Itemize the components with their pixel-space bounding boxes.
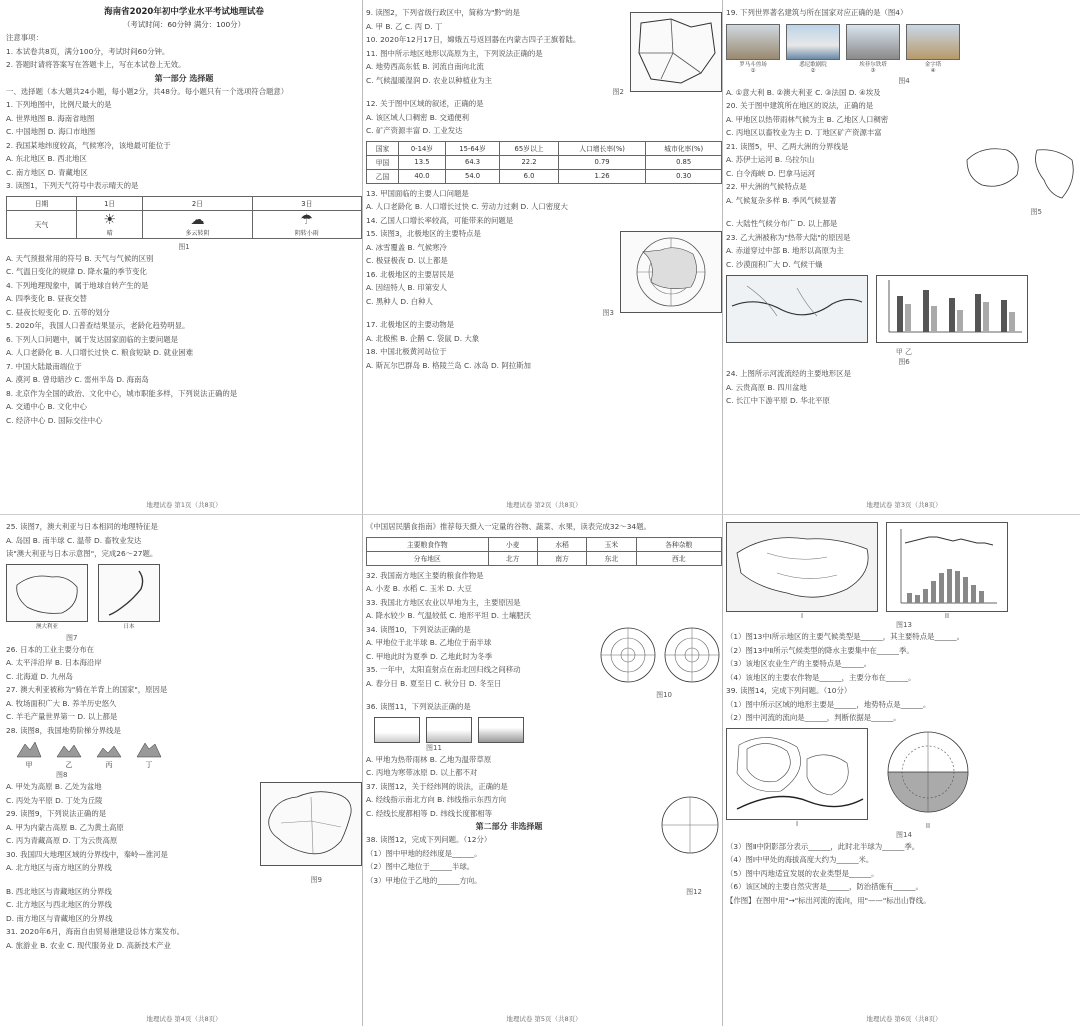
table-cell: 分布地区: [367, 551, 489, 565]
photo-caption: 金字塔: [924, 61, 942, 68]
text-line: C. 经济中心 D. 国际交往中心: [6, 415, 103, 425]
text-line: 12. 关于图中区域的叙述，正确的是: [366, 99, 484, 108]
text-line: C. 中国地图 D. 海口市地图: [6, 127, 96, 136]
text-line: A. 四季变化 B. 昼夜交替: [6, 294, 87, 303]
map-outline: [639, 19, 715, 83]
text-line: 26. 日本的工业主要分布在: [6, 644, 95, 654]
text-line: A. 赤道穿过中部 B. 地形以高原为主: [726, 246, 844, 255]
page-3: [726, 6, 1080, 511]
text-line: A. 牧场面积广大 B. 养羊历史悠久: [6, 698, 117, 708]
text-line: 4. 下列地理现象中，属于地球自转产生的是: [6, 280, 149, 290]
text-line: 3. 读图1，下列天气符号中表示晴天的是: [6, 181, 139, 190]
text-line: 20. 关于图中建筑所在地区的说法，正确的是: [726, 101, 874, 110]
text-line: A. 甲为内蒙古高原 B. 乙为黄土高原: [6, 822, 124, 832]
table-cell: 1.26: [558, 169, 645, 183]
photo-caption: 悉尼歌剧院: [799, 61, 827, 68]
text-line: C. 长江中下游平原 D. 华北平原: [726, 396, 830, 405]
text-line: C. 矿产资源丰富 D. 工业发达: [366, 126, 463, 135]
bar-chart: [876, 275, 1028, 343]
text-line: 22. 甲大洲的气候特点是: [726, 182, 807, 191]
text-line: 21. 读图5，甲、乙两大洲的分界线是: [726, 141, 849, 151]
text-line: A. 天气预报常用的符号 B. 天气与气候的区别: [6, 253, 154, 263]
eiffel-tower-photo: [846, 24, 900, 60]
text-line: 37. 读图12，关于经纬网的说法，正确的是: [366, 781, 508, 791]
figure-caption: 图7: [66, 633, 78, 642]
figure-7: [6, 564, 362, 630]
text-line: A. 小麦 B. 水稻 C. 玉米 D. 大豆: [366, 584, 472, 593]
text-line: A. 人口老龄化 B. 人口增长过快 C. 粮食短缺 D. 就业困难: [6, 348, 194, 357]
text-line: 17. 北极地区的主要动物是: [366, 320, 455, 329]
continents-svg: [962, 140, 1080, 204]
bar: [897, 296, 903, 332]
figure-subcaptions: 甲 乙: [895, 348, 913, 356]
bar: [931, 306, 937, 332]
page-6: [726, 520, 1080, 1025]
figure-caption: 图2: [612, 88, 624, 96]
text-line: 1. 下列地图中，比例尺最大的是: [6, 100, 112, 109]
figure-caption: 图6: [898, 358, 910, 366]
rain-cloud-icon: ☂: [300, 211, 314, 228]
table-header: 主要粮食作物: [367, 537, 489, 551]
bar-chart-svg: [877, 276, 1027, 342]
table-cell: 22.2: [500, 155, 559, 169]
text-line: C. 丙地为寒带冰原 D. 以上都不对: [366, 768, 478, 777]
photo-number: ②: [810, 67, 816, 74]
table-cell: 0.79: [558, 155, 645, 169]
text-line: 34. 读图10，下列说法正确的是: [366, 624, 471, 634]
text-line: C. 大陆性气候分布广 D. 以上都是: [726, 219, 838, 228]
text-line: （2）图13中Ⅱ所示气候类型的降水主要集中在______季。: [726, 645, 914, 655]
contour-map-svg: [727, 729, 867, 819]
page-4: [6, 520, 362, 1025]
table-cell: 甲国: [367, 155, 399, 169]
colosseum-photo: [726, 24, 780, 60]
photo-number: ④: [930, 67, 936, 74]
part1-heading: 第一部分 选择题: [154, 73, 214, 83]
bar: [983, 302, 989, 332]
mountain-icon: [136, 740, 162, 758]
table-header: 15-64岁: [445, 141, 499, 155]
figure-14-contour-map: [726, 728, 868, 830]
table-header: 日期: [7, 196, 77, 210]
weather-table: [6, 196, 362, 239]
landscape-panel-2: [426, 717, 472, 743]
crop-table: [366, 537, 722, 566]
table-header: 65岁以上: [500, 141, 559, 155]
figure-13-climate-chart: [886, 522, 1008, 620]
text-line: 《中国居民膳食指南》推荐每天摄入一定量的谷物、蔬菜、水果，读表完成32～34题。: [366, 522, 651, 531]
text-line: A. 气候复杂多样 B. 季风气候显著: [726, 195, 837, 205]
page-5: [366, 520, 722, 1025]
text-line: C. 黑种人 D. 白种人: [366, 296, 433, 306]
text-line: D. 南方地区与青藏地区的分界线: [6, 913, 113, 923]
text-line: 读"澳大利亚与日本示意图"，完成26～27题。: [6, 549, 158, 558]
text-line: C. 甲地此时为夏季 D. 乙地此时为冬季: [366, 651, 493, 661]
photo-item: [906, 24, 960, 74]
bar: [957, 310, 963, 332]
text-line: C. 丙处为平原 D. 丁处为丘陵: [6, 795, 103, 805]
page-1: [6, 6, 362, 511]
text-line: A. 旅游业 B. 农业 C. 现代服务业 D. 高新技术产业: [6, 940, 171, 950]
text-line: 一、选择题（本大题共24小题，每小题2分，共48分。每小题只有一个选项符合题意）: [6, 86, 289, 96]
page-footer: 地理试卷 第2页（共8页）: [506, 501, 582, 509]
figure-caption: 图12: [686, 888, 702, 896]
text-line: 23. 乙大洲被称为"热带大陆"的原因是: [726, 232, 851, 242]
climate-chart-svg: [887, 523, 1007, 611]
table-header: 城市化率(%): [646, 141, 722, 155]
landscape-panel-3: [478, 717, 524, 743]
globe-svg: [658, 793, 722, 857]
text-line: 18. 中国北极黄河站位于: [366, 347, 447, 356]
figure-caption: 图1: [178, 242, 190, 251]
australia-outline: [17, 576, 77, 613]
text-line: A. 世界地图 B. 海南省地图: [6, 113, 95, 123]
table-cell: 北方: [488, 551, 537, 565]
text-line: 35. 一年中，太阳直射点在南北回归线之间移动: [366, 665, 521, 674]
text-line: （5）图中丙地适宜发展的农业类型是______。: [726, 868, 879, 878]
opera-house-photo: [786, 24, 840, 60]
text-line: 1. 本试卷共8页，满分100分，考试时间60分钟。: [6, 46, 170, 56]
photo-item: [846, 24, 900, 74]
terrain-label: 丁: [145, 761, 153, 769]
text-line: 27. 澳大利亚被称为"骑在羊背上的国家"，原因是: [6, 685, 168, 694]
text-line: C. 白令海峡 D. 巴拿马运河: [726, 168, 816, 178]
figure-9-china-map: [260, 782, 362, 866]
table-cell: 西北: [636, 551, 721, 565]
figure-subcaption: I: [800, 612, 804, 620]
climate-chart-frame: [886, 522, 1008, 612]
population-table: [366, 141, 722, 184]
text-line: 16. 北极地区的主要居民是: [366, 269, 455, 279]
mountain-icon: [56, 740, 82, 758]
bar: [975, 294, 981, 332]
text-line: C. 南方地区 D. 青藏地区: [6, 167, 88, 177]
text-line: （2）图中河流的流向是______，判断依据是______。: [726, 713, 901, 722]
text-line: 注意事项：: [6, 33, 43, 42]
japan-frame: [98, 564, 160, 622]
terrain-item: [56, 740, 82, 770]
weather-cell-text: 阴转小雨: [294, 229, 319, 237]
text-line: 28. 读图8，我国地势阶梯分界线是: [6, 725, 121, 735]
figure-5-continents: [962, 140, 1080, 204]
tributary-line: [747, 286, 817, 316]
region-boundaries: [281, 797, 341, 853]
text-line: 8. 北京作为全国的政治、文化中心，城市职能多样，下列说法正确的是: [6, 388, 238, 398]
table-cell: 0.85: [646, 155, 722, 169]
river-map-svg: [727, 276, 867, 342]
text-line: 9. 读图2，下列省级行政区中，简称为"黔"的是: [366, 8, 520, 17]
bar: [949, 298, 955, 332]
exam-subtitle: （考试时间：60分钟 满分：100分）: [123, 20, 245, 29]
photo-caption: 罗马斗兽场: [739, 61, 767, 68]
text-line: A. 太平洋沿岸 B. 日本海沿岸: [6, 658, 102, 667]
map-label: 澳大利亚: [35, 623, 58, 630]
text-line: C. 北方地区与西北地区的分界线: [6, 900, 112, 909]
text-line: 【作图】在图中用"→"标出河流的流向，用"——"标出山脊线。: [726, 895, 931, 905]
table-header: 玉米: [587, 537, 636, 551]
table-cell: 南方: [537, 551, 586, 565]
continent-b-outline: [1036, 149, 1074, 197]
figure-10-polar-views: [598, 625, 722, 685]
figure-2-map: [630, 12, 722, 92]
terrain-item: [136, 740, 162, 770]
terrain-label: 甲: [25, 761, 33, 769]
table-header: 小麦: [488, 537, 537, 551]
photo-number: ③: [870, 67, 876, 74]
table-row: [367, 169, 722, 183]
landmark-photos: [726, 24, 1080, 74]
figure-caption: 图14: [896, 830, 912, 839]
text-line: A. 云贵高原 B. 四川盆地: [726, 382, 807, 392]
page-2: [366, 6, 722, 511]
text-line: A. 降水较少 B. 气温较低 C. 地形平坦 D. 土壤肥沃: [366, 611, 531, 620]
text-line: （1）图中所示区域的地形主要是______，地势特点是______。: [726, 699, 931, 709]
figure-3-arctic-map: [620, 231, 722, 313]
table-cell: 13.5: [399, 155, 446, 169]
text-line: A. 斯瓦尔巴群岛 B. 格陵兰岛 C. 冰岛 D. 阿拉斯加: [366, 360, 531, 370]
figure-14-polar-view: [878, 728, 978, 830]
map-boundaries: [639, 19, 701, 79]
australia-map: [6, 564, 88, 630]
text-line: 38. 读图12，完成下列问题。（12分）: [366, 835, 492, 844]
figure-6: [726, 275, 1080, 343]
text-line: （6）该区域的主要自然灾害是______，防治措施有______。: [726, 882, 923, 891]
river-line: [732, 299, 862, 314]
figure-subcaption: II: [925, 821, 931, 830]
table-header: 水稻: [537, 537, 586, 551]
polar-diagram-a: [598, 625, 658, 685]
table-cell: 乙国: [367, 169, 399, 183]
table-cell: [252, 210, 361, 238]
text-line: （4）图Ⅰ中甲处的海拔高度大约为______米。: [726, 855, 874, 864]
figure-8-terrain: [16, 740, 362, 770]
figure-11-landscapes: [374, 717, 722, 743]
terrain-item: [16, 740, 42, 770]
table-cell: 东北: [587, 551, 636, 565]
landmass-shape: [643, 248, 697, 289]
text-line: （1）图中甲地的经纬度是______。: [366, 848, 482, 858]
text-line: 25. 读图7，澳大利亚与日本相同的地理特征是: [6, 522, 158, 531]
table-cell: 6.0: [500, 169, 559, 183]
text-line: 13. 甲国面临的主要人口问题是: [366, 188, 469, 198]
text-line: 6. 下列人口问题中，属于发达国家面临的主要问题是: [6, 334, 178, 344]
text-line: C. 羊毛产量世界第一 D. 以上都是: [6, 712, 118, 721]
column-divider: [362, 0, 363, 1026]
figure-13: [726, 522, 1080, 620]
table-header: 各种杂粮: [636, 537, 721, 551]
table-cell: [143, 210, 252, 238]
text-line: A. 该区域人口稠密 B. 交通便利: [366, 112, 470, 122]
figure-caption: 图13: [896, 621, 912, 629]
asia-map-frame: [726, 522, 878, 612]
weather-cell-text: 多云转阴: [185, 229, 210, 237]
table-header: 1日: [77, 196, 143, 210]
japan-svg: [99, 565, 159, 621]
figure-subcaption: II: [944, 612, 950, 620]
figure-caption: 图4: [898, 76, 910, 85]
photo-caption: 埃菲尔铁塔: [859, 61, 887, 68]
figure-caption: 图10: [656, 691, 672, 699]
text-line: A. 冰雪覆盖 B. 气候寒冷: [366, 242, 447, 252]
text-line: （1）图13中Ⅰ所示地区的主要气候类型是______，其主要特点是______。: [726, 632, 965, 641]
exam-title: 海南省2020年初中学业水平考试地理试卷: [104, 7, 264, 17]
cloud-icon: ☁: [190, 211, 205, 228]
arctic-map-svg: [621, 232, 721, 312]
text-line: （3）甲地位于乙地的______方向。: [366, 875, 482, 885]
text-line: 15. 读图3，北极地区的主要特点是: [366, 229, 481, 238]
japan-map: [98, 564, 160, 630]
polar-view-svg: [878, 728, 978, 818]
text-line: 19. 下列世界著名建筑与所在国家对应正确的是（图4）: [726, 8, 908, 17]
text-line: C. 昼夜长短变化 D. 五带的划分: [6, 307, 110, 317]
text-line: 2. 答题时请将答案写在答题卡上，写在本试卷上无效。: [6, 60, 186, 69]
japan-outline: [109, 571, 143, 615]
page-footer: 地理试卷 第6页（共8页）: [866, 1015, 942, 1023]
part2-heading: 第二部分 非选择题: [475, 822, 543, 831]
figure-caption: 图8: [56, 771, 68, 779]
table-cell: 54.0: [445, 169, 499, 183]
table-row-label: 天气: [7, 210, 77, 238]
text-line: （2）图中乙地位于______半球。: [366, 862, 475, 871]
table-row: [367, 551, 722, 565]
figure-caption: 图9: [310, 875, 322, 884]
text-line: C. 极昼极夜 D. 以上都是: [366, 256, 448, 265]
page-footer: 地理试卷 第1页（共8页）: [146, 501, 222, 509]
polar-diagram-b: [662, 625, 722, 685]
text-line: A. 春分日 B. 夏至日 C. 秋分日 D. 冬至日: [366, 678, 502, 688]
text-line: A. 甲地位于北半球 B. 乙地位于南半球: [366, 638, 492, 647]
text-line: A. 经线指示南北方向 B. 纬线指示东西方向: [366, 795, 506, 804]
terrain-label: 丙: [105, 761, 113, 769]
text-line: （3）图Ⅱ中阴影部分表示______，此时北半球为______季。: [726, 841, 920, 851]
figure-caption: 图3: [602, 309, 614, 317]
column-divider: [722, 0, 723, 1026]
mountain-icon: [96, 740, 122, 758]
page-footer: 地理试卷 第5页（共8页）: [506, 1015, 582, 1023]
terrain-label: 乙: [65, 761, 73, 769]
text-line: C. 气候温暖湿润 D. 农业以种植业为主: [366, 75, 493, 85]
china-map-svg: [261, 783, 361, 865]
bar: [923, 290, 929, 332]
text-line: 36. 读图11，下列说法正确的是: [366, 702, 471, 711]
sun-icon: ☀: [103, 211, 116, 228]
text-line: A. 甲处为高原 B. 乙处为盆地: [6, 782, 102, 791]
text-line: （3）该地区农业生产的主要特点是______。: [726, 659, 872, 668]
text-line: 32. 我国南方地区主要的粮食作物是: [366, 570, 484, 580]
photo-item: [726, 24, 780, 74]
text-line: 14. 乙国人口增长率较高，可能带来的问题是: [366, 215, 514, 225]
text-line: （4）该地区的主要农作物是______，主要分布在______。: [726, 672, 916, 682]
row-divider: [0, 514, 1080, 515]
weather-cell-text: 晴: [106, 229, 113, 237]
text-line: 10. 2020年12月17日，嫦娥五号返回器在内蒙古四子王旗着陆。: [366, 35, 581, 44]
text-line: 11. 图中所示地区地形以高原为主，下列说法正确的是: [366, 48, 543, 58]
table-cell: 40.0: [399, 169, 446, 183]
page-footer: 地理试卷 第4页（共8页）: [146, 1015, 222, 1023]
table-header: 3日: [252, 196, 361, 210]
bar: [1009, 312, 1015, 332]
text-line: A. 交通中心 B. 文化中心: [6, 402, 87, 411]
text-line: A. 甲地为热带雨林 B. 乙地为温带草原: [366, 754, 492, 764]
text-line: C. 丙为青藏高原 D. 丁为云贵高原: [6, 836, 118, 845]
text-line: 29. 读图9，下列说法正确的是: [6, 809, 107, 818]
table-header: 2日: [143, 196, 252, 210]
river-map: [726, 275, 868, 343]
text-line: C. 沙漠面积广大 D. 气候干燥: [726, 259, 823, 269]
text-line: C. 丙地区以畜牧业为主 D. 丁地区矿产资源丰富: [726, 128, 882, 137]
bar: [905, 304, 911, 332]
table-header: 国家: [367, 141, 399, 155]
text-line: A. 人口老龄化 B. 人口增长过快 C. 劳动力过剩 D. 人口密度大: [366, 202, 568, 211]
table-header: 人口增长率(%): [558, 141, 645, 155]
text-line: A. 地势西高东低 B. 河流自南向北流: [366, 62, 484, 71]
text-line: 7. 中国大陆最南端位于: [6, 361, 82, 371]
table-cell: 64.3: [445, 155, 499, 169]
text-line: B. 西北地区与青藏地区的分界线: [6, 886, 112, 896]
mountain-icon: [16, 740, 42, 758]
text-line: 2. 我国某地纬度较高，气候寒冷，该地最可能位于: [6, 140, 171, 150]
text-line: A. 因纽特人 B. 印第安人: [366, 283, 447, 292]
text-line: 24. 上图所示河流流经的主要地形区是: [726, 369, 851, 378]
text-line: C. 经线长度都相等 D. 纬线长度都相等: [366, 808, 493, 818]
figure-caption: 图5: [1030, 208, 1042, 216]
contour-map-frame: [726, 728, 868, 820]
text-line: A. 东北地区 B. 西北地区: [6, 154, 87, 163]
text-line: A. ①意大利 B. ②澳大利亚 C. ③法国 D. ④埃及: [726, 87, 881, 97]
australia-frame: [6, 564, 88, 622]
figure-subcaption: I: [795, 819, 799, 828]
text-line: 31. 2020年6月，海南自由贸易港建设总体方案发布。: [6, 927, 185, 936]
text-line: C. 气温日变化的规律 D. 降水量的季节变化: [6, 267, 147, 276]
photo-item: [786, 24, 840, 74]
text-line: 39. 读图14，完成下列问题。（10分）: [726, 686, 852, 695]
text-line: 33. 我国北方地区农业以旱地为主，主要原因是: [366, 597, 521, 607]
pyramid-photo: [906, 24, 960, 60]
figure-13-map: [726, 522, 878, 620]
text-line: A. 漠河 B. 曾母暗沙 C. 雷州半岛 D. 海南岛: [6, 375, 149, 384]
australia-svg: [7, 565, 87, 621]
text-line: C. 北海道 D. 九州岛: [6, 671, 73, 681]
text-line: A. 北极熊 B. 企鹅 C. 袋鼠 D. 大象: [366, 333, 480, 343]
figure-caption: 图11: [426, 743, 442, 752]
text-line: 5. 2020年，我国人口普查结果显示，老龄化趋势明显。: [6, 321, 190, 330]
text-line: A. 岛国 B. 南半球 C. 温带 D. 畜牧业发达: [6, 535, 142, 545]
table-cell: 0.30: [646, 169, 722, 183]
table-cell: [77, 210, 143, 238]
text-line: 30. 我国四大地理区域的分界线中，秦岭—淮河是: [6, 849, 168, 859]
bar: [1001, 300, 1007, 332]
figure-12-globe: [658, 793, 722, 857]
terrain-item: [96, 740, 122, 770]
continent-a-outline: [967, 148, 1018, 186]
asia-map-svg: [727, 523, 877, 611]
table-row: [367, 155, 722, 169]
page-footer: 地理试卷 第3页（共8页）: [866, 501, 942, 509]
table-header: 0-14岁: [399, 141, 446, 155]
landscape-panel-1: [374, 717, 420, 743]
photo-number: ①: [750, 67, 756, 74]
text-line: A. 苏伊士运河 B. 乌拉尔山: [726, 155, 815, 164]
figure-14: [726, 728, 1080, 830]
text-line: A. 北方地区与南方地区的分界线: [6, 863, 112, 872]
text-line: A. 甲 B. 乙 C. 丙 D. 丁: [366, 21, 443, 31]
province-map-svg: [631, 13, 721, 91]
text-line: A. 甲地区以热带雨林气候为主 B. 乙地区人口稠密: [726, 114, 889, 124]
map-label: 日本: [123, 623, 135, 630]
